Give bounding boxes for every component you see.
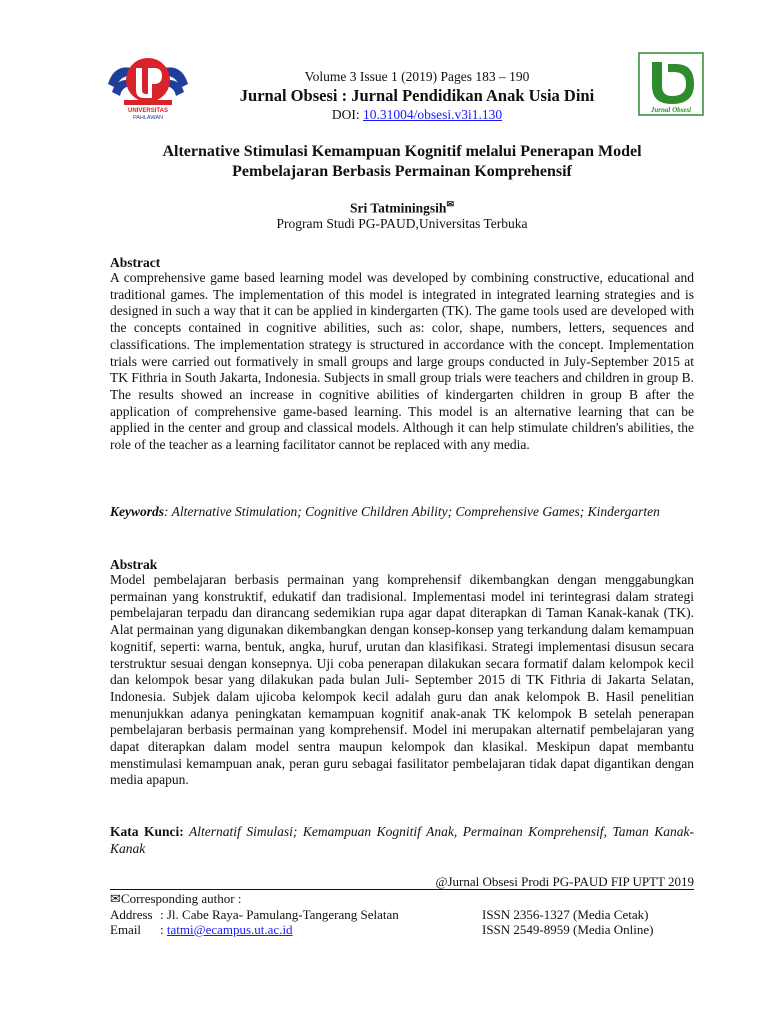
university-logo [104, 50, 192, 124]
keywords-list: : Alternative Stimulation; Cognitive Children Ability; Comprehensive Games; Kindergarten [164, 504, 660, 519]
email-link[interactable]: tatmi@ecampus.ut.ac.id [166, 922, 293, 937]
abstract-heading: Abstract [110, 255, 161, 270]
abstrak-body: Model pembelajaran berbasis permainan yang komprehensif dikembangkan dengan menggabungkan permainan yang konstruktif, edukatif dan tradisional. Implementasi model ini terintegrasi dalam strategi pembelajaran terpadu dan dirancang sedemikian rupa agar dapat diterapkan di Taman Kanak-kanak (TK). Alat permainan yang digunakan dikembangkan dengan konsep-konsep yang terkandung dalam kemampuan kognitif, seperti: warna, bentuk, angka, huruf, urutan dan klasifikasi. Strategi implementasi disusun secara terstruktur sesuai dengan konsepnya. Uji coba penerapan dilakukan secara formatif dalam kelompok kecil dan kelompok besar yang dilakukan pada bulan Juli- September 2015 di TK Fithria di Jakarta Selatan, Indonesia. Subjek dalam ujicoba kelompok kecil adalah guru dan anak kelompok B. Hasil penelitian menunjukkan adanya peningkatan kemampuan kognitif anak-anak TK kelompok B setelah penerapan pembelajaran berbasis permainan yang komprehensif. Model ini merupakan alternatif pembelajaran yang dapat diterapkan dalam model sentra maupun kelompok dan klasikal. Meskipun dapat membantu menstimulasi kemampuan anak, peran guru sebagai fasilitator pembelajaran tidak dapat digantikan dengan media apapun. [110, 572, 694, 788]
journal-logo [638, 52, 704, 116]
journal-logo-text: Jurnal Obsesi [650, 106, 692, 114]
corresponding-author: ✉Corresponding author : [110, 891, 242, 906]
address-line [110, 907, 399, 923]
journal-name: Jurnal Obsesi : Jurnal Pendidikan Anak Usia Dini [239, 86, 595, 105]
university-logo-text: UNIVERSITAS [128, 108, 168, 114]
issn-online: ISSN 2549-8959 (Media Online) [482, 922, 654, 937]
author-affiliation: Program Studi PG-PAUD,Universitas Terbuka [276, 216, 528, 231]
volume-info: Volume 3 Issue 1 (2019) Pages 183 – 190 [304, 69, 530, 84]
envelope-icon: ✉ [446, 199, 454, 209]
author-text: Sri Tatminingsih [350, 200, 447, 216]
email-line [110, 922, 293, 938]
keywords [110, 504, 694, 521]
article-title [110, 142, 694, 182]
keywords-label: Keywords [110, 504, 164, 519]
kata-kunci-list: Alternatif Simulasi; Kemampuan Kognitif Anak, Permainan Komprehensif, Taman Kanak-Kanak [110, 824, 694, 856]
journal-emblem-icon [638, 52, 704, 116]
doi-link[interactable]: 10.31004/obsesi.v3i1.130 [362, 107, 503, 122]
title-line-2: Pembelajaran Berbasis Permainan Komprehensif [232, 163, 572, 180]
address-value: : Jl. Cabe Raya- Pamulang-Tangerang Selatan [160, 907, 399, 922]
kata-kunci-label: Kata Kunci: [110, 824, 184, 839]
copyright: @Jurnal Obsesi Prodi PG-PAUD FIP UPTT 2019 [435, 874, 694, 889]
doi-line [196, 106, 638, 124]
title-line-1: Alternative Stimulasi Kemampuan Kognitif melalui Penerapan Model [162, 143, 642, 160]
issn-print: ISSN 2356-1327 (Media Cetak) [482, 907, 649, 922]
journal-header [196, 68, 638, 124]
author-name [110, 196, 694, 217]
abstrak-heading: Abstrak [110, 557, 158, 572]
email-label: Email [110, 922, 142, 937]
address-label: Address [110, 907, 153, 922]
kata-kunci [110, 824, 694, 857]
university-logo-subtext: PAHLAWAN [132, 115, 164, 121]
abstract-body: A comprehensive game based learning model was developed by combining constructive, educational and traditional games. The implementation of this model is integrated in integrated learning strategies and is designed in such a way that it can be applied in kindergarten (TK). The game tools used are developed with the concepts contained in cognitive abilities, such as: color, shape, numbers, letters, sequences and classifications. The implementation strategy is structured in accordance with the concept. Implementation trials were carried out formatively in small groups and large groups conducted in July-September 2015 at TK Fithria in South Jakarta, Indonesia. Subjects in small group trials were teachers and children in group B. The results showed an increase in cognitive abilities of kindergarten children in group B after the application of comprehensive game-based learning. This model is an alternative learning that can be applied in the center and group and classical models. Although it can help stimulate children's abilities, the role of the teacher as a learning facilitator cannot be replaced with any media. [110, 270, 694, 453]
footer-divider [110, 889, 694, 890]
email-separator: : [160, 922, 167, 937]
university-emblem-icon [104, 50, 192, 124]
doi-label: DOI: [331, 107, 363, 122]
